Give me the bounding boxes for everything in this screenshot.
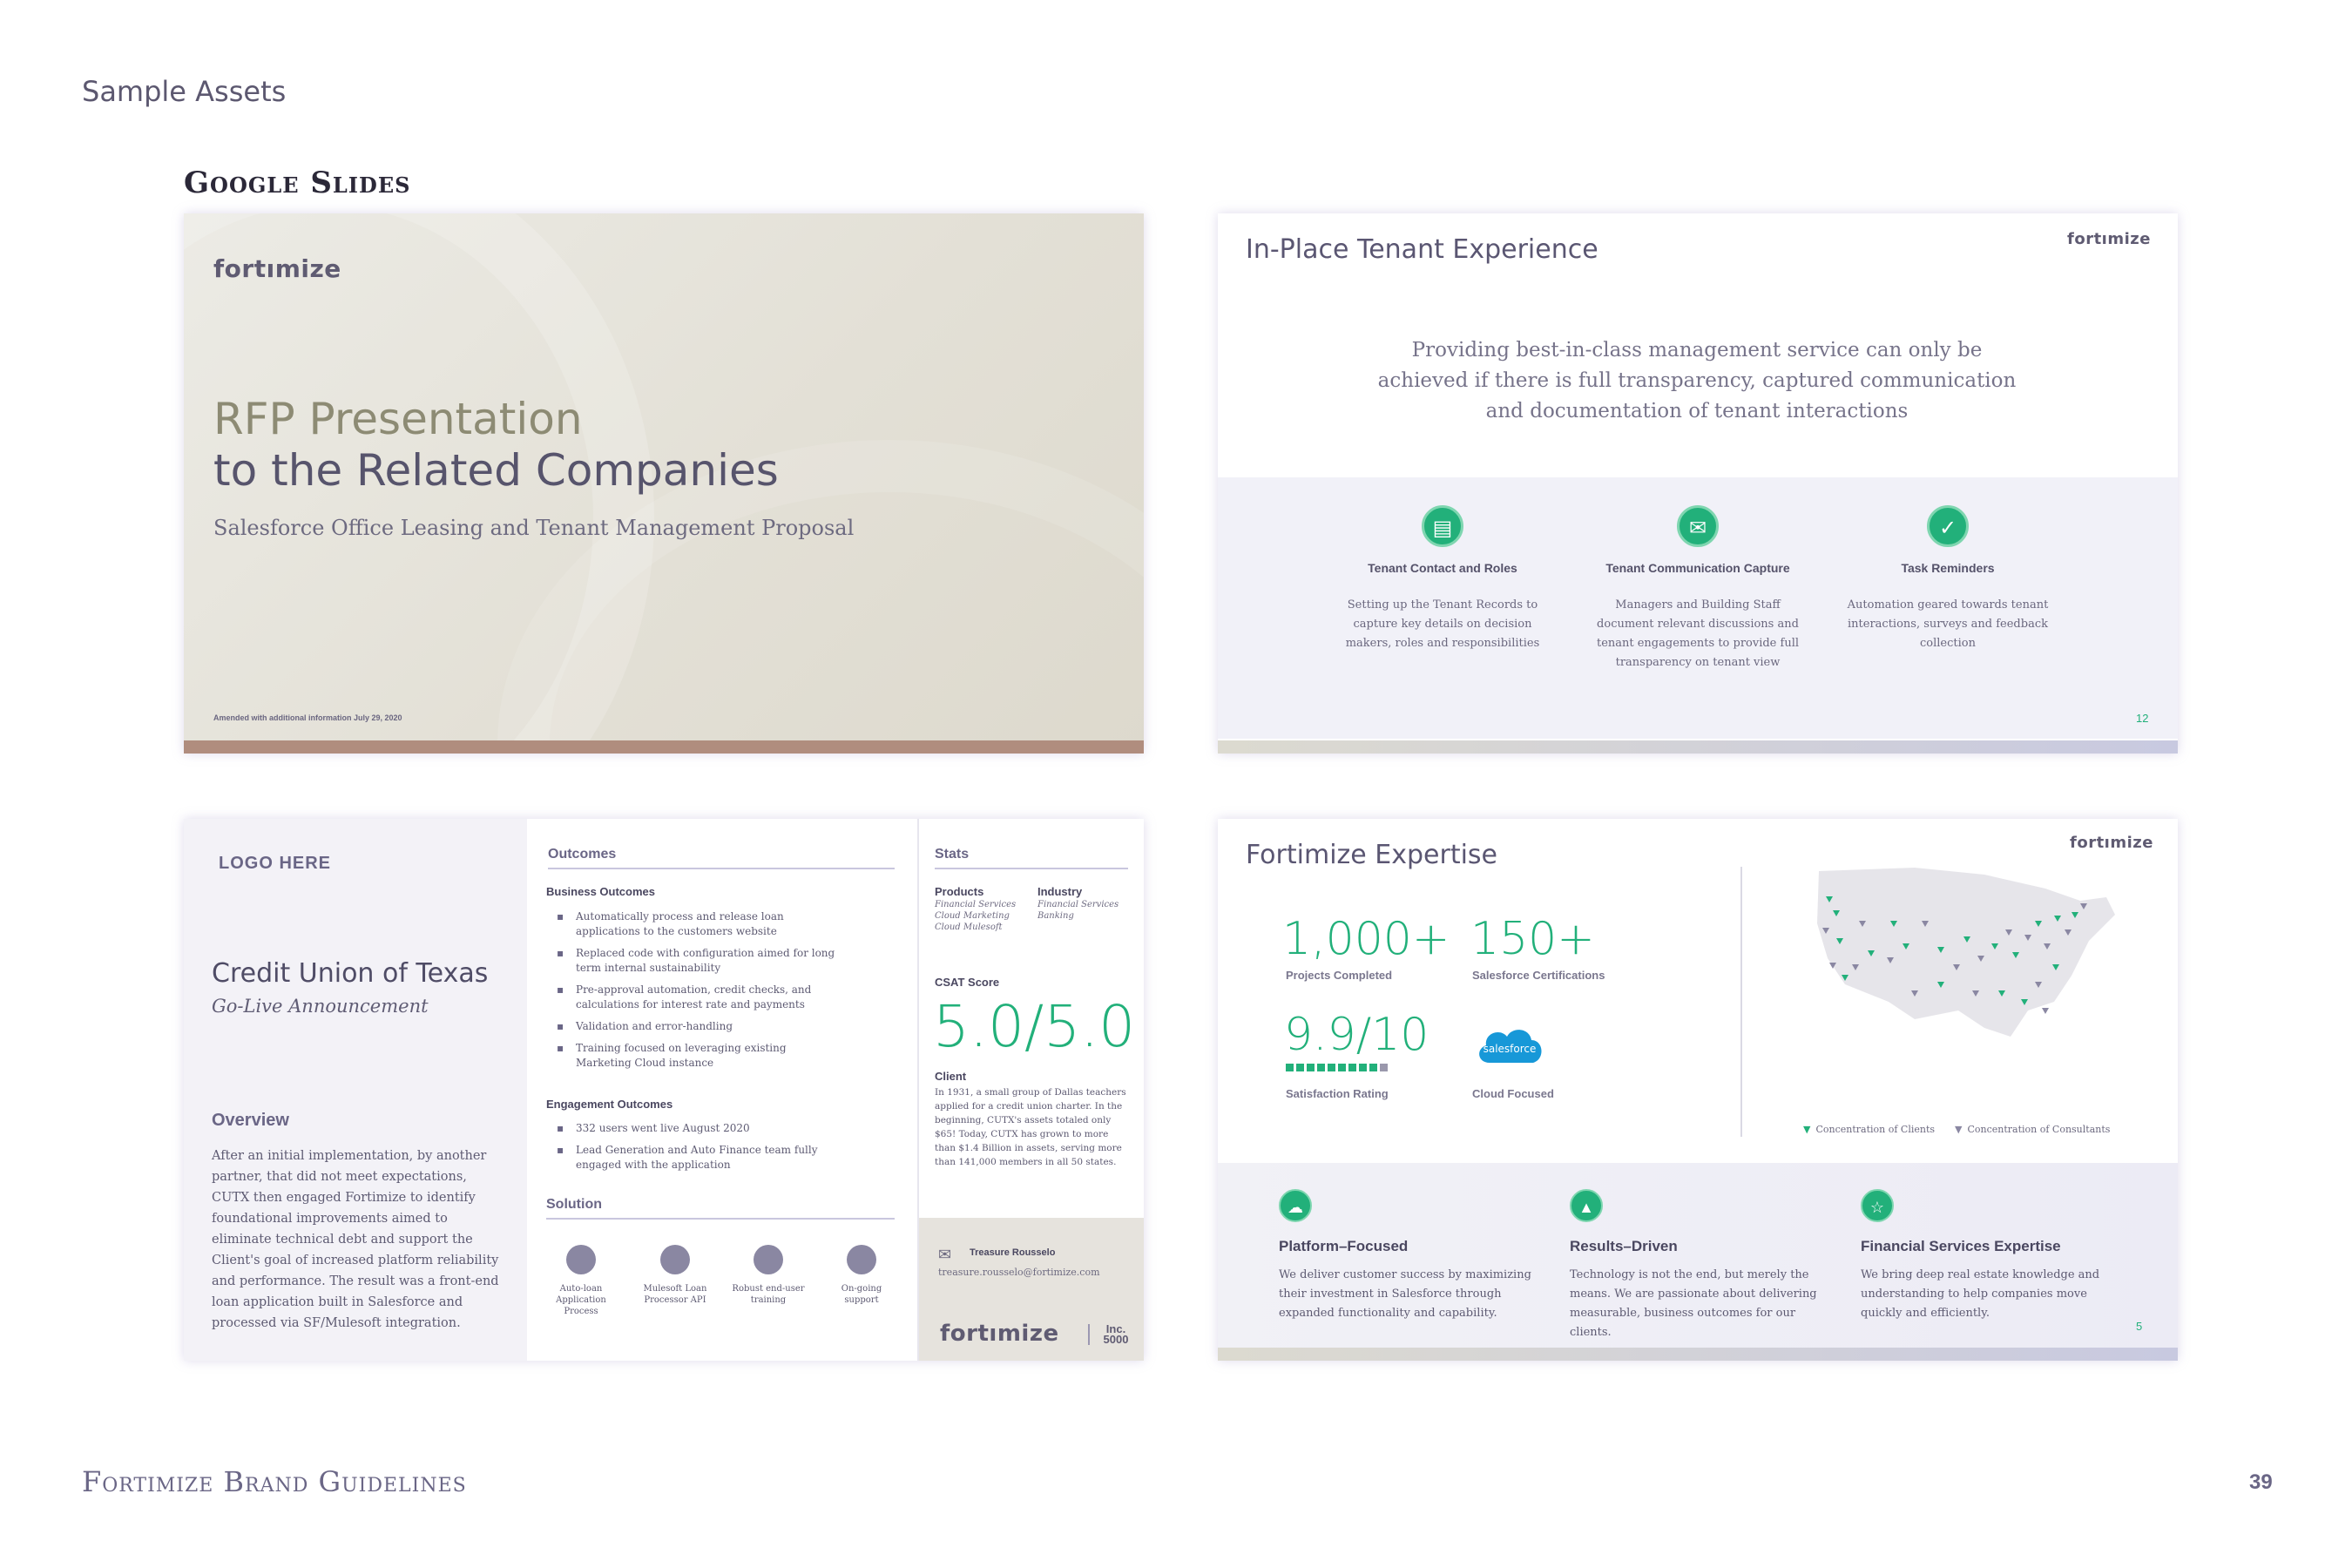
pillar-financial-services bbox=[1861, 1189, 2122, 1323]
page-number: 39 bbox=[2249, 1470, 2273, 1494]
stat-value: 1,000+ bbox=[1282, 913, 1450, 965]
solution-item bbox=[544, 1245, 618, 1317]
slide-case-study[interactable] bbox=[184, 819, 1144, 1361]
engagement-outcomes-heading: Engagement Outcomes bbox=[546, 1098, 673, 1111]
intro-paragraph: Providing best-in-class management service can only be achieved if there is full transparency, captured communication and documentation of tenant interactions bbox=[1377, 339, 2017, 422]
client-label: Client bbox=[935, 1070, 967, 1083]
chat-icon: ✉ bbox=[1677, 505, 1719, 547]
slide-fortimize-expertise[interactable] bbox=[1218, 819, 2178, 1361]
triangle-gray-icon: ▼ bbox=[1955, 1124, 1963, 1135]
inc-5000-badge: Inc. 5000 bbox=[1088, 1324, 1132, 1345]
page-heading: Sample Assets bbox=[82, 75, 287, 108]
rating-segment bbox=[1369, 1064, 1377, 1071]
stat-value: 9.9/10 bbox=[1284, 1009, 1429, 1061]
overview-text: After an initial implementation, by another partner, that did not meet expectations, CUTX then engaged Fortimize to identify foundational improvements aimed to eliminate technical debt and support the Client's goal of increased platform reliability and performance. The result was a front-end loan application built in Salesforce and processed via SF/Mulesoft integration. bbox=[212, 1149, 499, 1330]
column-divider bbox=[1740, 867, 1742, 1137]
rating-bar bbox=[1286, 1060, 1390, 1069]
contact-name: Treasure Rousselo bbox=[970, 1247, 1056, 1258]
legend-clients-label: Concentration of Clients bbox=[1815, 1124, 1936, 1135]
stat-label: Satisfaction Rating bbox=[1286, 1087, 1389, 1100]
feature-description: Automation geared towards tenant interactions, surveys and feedback collection bbox=[1847, 598, 2049, 650]
pillar-results-driven bbox=[1570, 1189, 1831, 1342]
rating-segment bbox=[1338, 1064, 1346, 1071]
engagement-outcomes-list bbox=[546, 1121, 842, 1179]
feature-tenant-communication bbox=[1593, 505, 1802, 672]
slide-subtitle: Salesforce Office Leasing and Tenant Management Proposal bbox=[213, 516, 855, 540]
solution-dot bbox=[660, 1245, 690, 1274]
pillar-description: We deliver customer success by maximizing their investment in Salesforce through expanded functionality and capability. bbox=[1279, 1268, 1531, 1320]
rating-segment bbox=[1286, 1064, 1294, 1071]
bottom-accent-bar bbox=[1218, 740, 2178, 754]
golive-subtitle: Go-Live Announcement bbox=[212, 996, 429, 1017]
list-item: ▪ Lead Generation and Auto Finance team fully engaged with the application bbox=[546, 1143, 842, 1173]
bottom-accent-bar bbox=[184, 740, 1144, 754]
rating-segment bbox=[1317, 1064, 1325, 1071]
slide-tenant-experience[interactable] bbox=[1218, 213, 2178, 754]
rating-segment bbox=[1328, 1064, 1335, 1071]
solution-item bbox=[638, 1245, 713, 1306]
stat-value: 150+ bbox=[1470, 913, 1595, 965]
triangle-green-icon: ▼ bbox=[1803, 1124, 1811, 1135]
overview-heading: Overview bbox=[212, 1111, 289, 1130]
list-item: ▪ Training focused on leveraging existing Marketing Cloud instance bbox=[546, 1041, 842, 1071]
outcomes-heading: Outcomes bbox=[548, 847, 617, 862]
industry-label: Industry bbox=[1037, 885, 1083, 898]
feature-description: Managers and Building Staff document relevant discussions and tenant engagements to provide full transparency on tenant view bbox=[1596, 598, 1800, 669]
list-item: ▪ Validation and error-handling bbox=[546, 1019, 842, 1034]
legend-consultants-label: Concentration of Consultants bbox=[1967, 1124, 2111, 1135]
clipboard-icon: ✓ bbox=[1927, 505, 1969, 547]
industry-value: Financial Services Banking bbox=[1037, 900, 1119, 921]
slide-rfp-presentation[interactable] bbox=[184, 213, 1144, 754]
pillar-heading: Results–Driven bbox=[1570, 1238, 1678, 1254]
fortimize-logo: fortımize bbox=[213, 254, 341, 283]
legend-clients bbox=[1803, 1124, 1935, 1135]
us-landmass bbox=[1817, 868, 2115, 1037]
products-value: Financial Services Cloud Marketing Cloud Mulesoft bbox=[935, 900, 1017, 932]
solution-dot bbox=[566, 1245, 596, 1274]
feature-heading: Tenant Communication Capture bbox=[1605, 561, 1790, 575]
feature-tenant-contact bbox=[1338, 505, 1547, 653]
rating-segment bbox=[1359, 1064, 1367, 1071]
amended-note: Amended with additional information July 29, 2020 bbox=[213, 713, 402, 722]
solution-label: On-going support bbox=[841, 1284, 882, 1305]
chart-icon: ▲ bbox=[1570, 1189, 1603, 1222]
rating-segment bbox=[1348, 1064, 1356, 1071]
slide-title-line1: RFP Presentation bbox=[213, 394, 583, 444]
section-label: Google Slides bbox=[184, 166, 411, 200]
pillar-platform-focused bbox=[1279, 1189, 1540, 1323]
business-outcomes-list bbox=[546, 909, 842, 1078]
solution-item bbox=[731, 1245, 806, 1306]
stat-label: Salesforce Certifications bbox=[1472, 969, 1605, 982]
solution-heading: Solution bbox=[546, 1197, 602, 1212]
slide-title: In-Place Tenant Experience bbox=[1246, 234, 1598, 265]
solution-label: Mulesoft Loan Processor API bbox=[643, 1284, 707, 1305]
divider bbox=[548, 868, 895, 869]
legend-consultants bbox=[1955, 1124, 2110, 1135]
bottom-accent-bar bbox=[1218, 1348, 2178, 1361]
feature-heading: Tenant Contact and Roles bbox=[1368, 561, 1517, 575]
rating-segment bbox=[1380, 1064, 1388, 1071]
pillar-description: Technology is not the end, but merely the means. We are passionate about delivering measurable, business outcomes for our clients. bbox=[1570, 1268, 1817, 1339]
business-outcomes-heading: Business Outcomes bbox=[546, 885, 655, 898]
client-name: Credit Union of Texas bbox=[212, 958, 489, 989]
products-label: Products bbox=[935, 885, 984, 898]
rating-segment bbox=[1307, 1064, 1315, 1071]
fortimize-logo: fortımize bbox=[2070, 834, 2153, 852]
solution-item bbox=[824, 1245, 899, 1306]
document-icon: ▤ bbox=[1422, 505, 1463, 547]
feature-task-reminders bbox=[1843, 505, 2052, 653]
fortimize-logo: fortımize bbox=[2067, 230, 2151, 248]
csat-score: 5.0/5.0 bbox=[933, 993, 1136, 1060]
list-item: ▪ Pre-approval automation, credit checks, and calculations for interest rate and payments bbox=[546, 983, 842, 1012]
slide-number: 12 bbox=[2136, 712, 2149, 725]
footer-title: Fortimize Brand Guidelines bbox=[82, 1465, 467, 1498]
slide-number: 5 bbox=[2136, 1320, 2143, 1333]
pillar-heading: Financial Services Expertise bbox=[1861, 1238, 2061, 1254]
map-marker bbox=[2042, 1008, 2049, 1014]
solution-dot bbox=[754, 1245, 783, 1274]
slide-title: Fortimize Expertise bbox=[1246, 840, 1497, 870]
divider bbox=[546, 1218, 895, 1220]
cloud-icon: ☁ bbox=[1279, 1189, 1312, 1222]
star-icon: ☆ bbox=[1861, 1189, 1894, 1222]
list-item: ▪ Automatically process and release loan applications to the customers website bbox=[546, 909, 842, 939]
stat-label: Cloud Focused bbox=[1472, 1087, 1554, 1100]
feature-description: Setting up the Tenant Records to capture key details on decision makers, roles and responsibilities bbox=[1345, 598, 1540, 650]
solution-label: Auto-loan Application Process bbox=[556, 1284, 606, 1316]
stats-heading: Stats bbox=[935, 847, 970, 862]
salesforce-cloud-icon bbox=[1472, 1021, 1547, 1073]
slide-title-line2: to the Related Companies bbox=[213, 445, 779, 496]
pillar-heading: Platform–Focused bbox=[1279, 1238, 1409, 1254]
feature-heading: Task Reminders bbox=[1901, 561, 1995, 575]
csat-label: CSAT Score bbox=[935, 976, 1000, 989]
list-item: ▪ Replaced code with configuration aimed for long term internal sustainability bbox=[546, 946, 842, 976]
divider bbox=[935, 868, 1128, 869]
fortimize-logo: fortımize bbox=[940, 1321, 1059, 1347]
mail-icon: ✉ bbox=[938, 1246, 952, 1263]
stat-label: Projects Completed bbox=[1286, 969, 1393, 982]
contact-email[interactable]: treasure.rousselo@fortimize.com bbox=[938, 1267, 1100, 1278]
list-item: ▪ 332 users went live August 2020 bbox=[546, 1121, 842, 1136]
pillar-description: We bring deep real estate knowledge and understanding to help companies move quickly and efficiently. bbox=[1861, 1268, 2100, 1320]
solution-dot bbox=[847, 1245, 876, 1274]
solution-label: Robust end-user training bbox=[732, 1284, 805, 1305]
client-description: In 1931, a small group of Dallas teachers applied for a credit union charter. In the beginning, CUTX's assets totaled only $65! Today, CUTX has grown to more than $1.4 Billion in assets, serving more than 141,000 members in all 50 states. bbox=[935, 1087, 1126, 1167]
us-map bbox=[1810, 862, 2124, 1063]
logo-placeholder: LOGO HERE bbox=[219, 854, 332, 873]
salesforce-wordmark: salesforce bbox=[1483, 1043, 1537, 1055]
rating-segment bbox=[1296, 1064, 1304, 1071]
